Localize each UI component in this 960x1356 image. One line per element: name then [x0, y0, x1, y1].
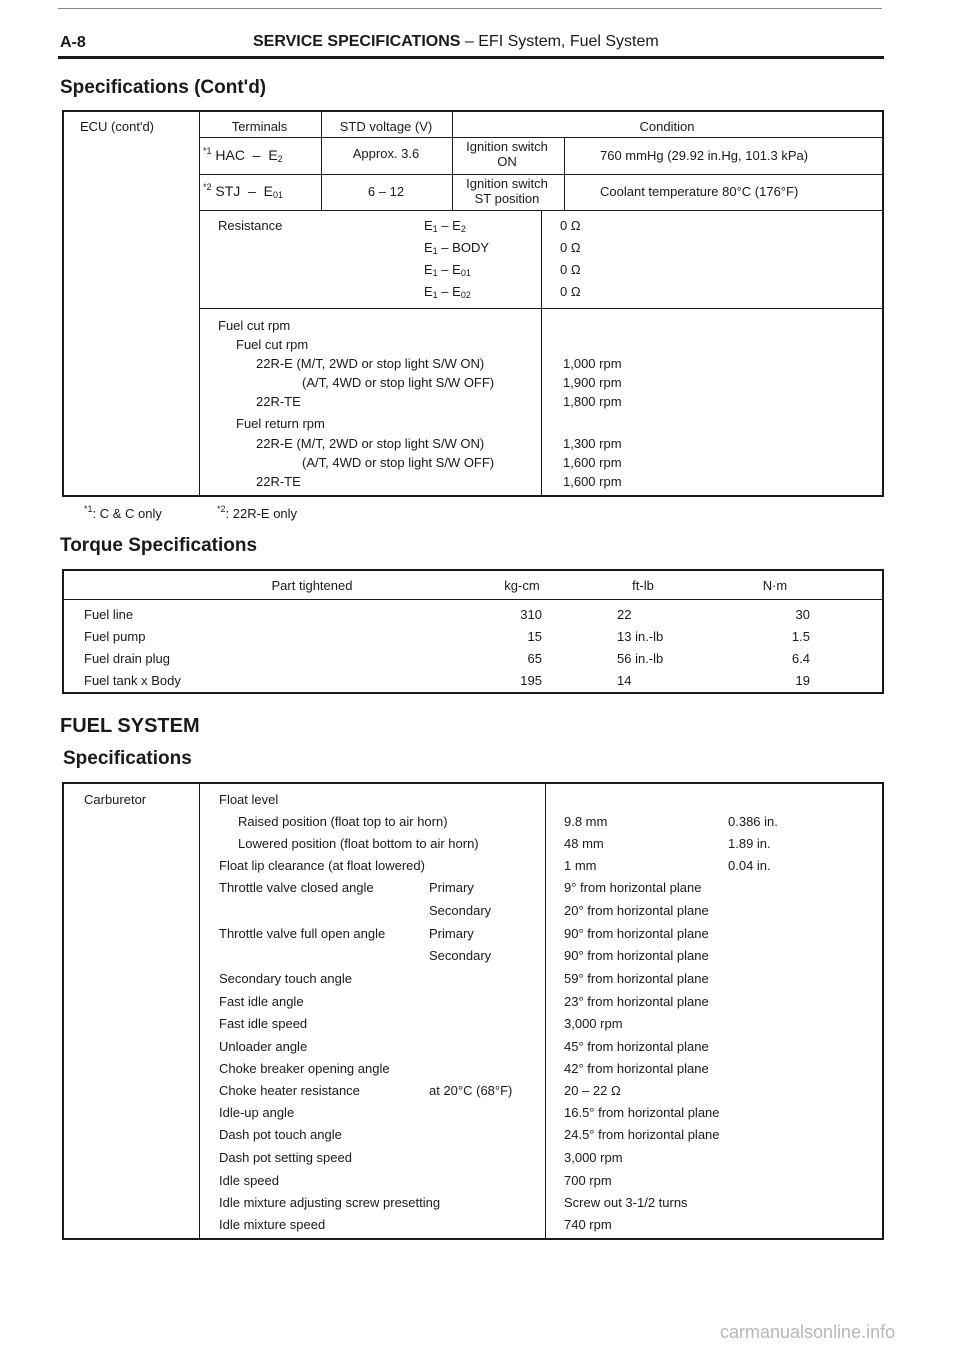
specifications-cont-heading: Specifications (Cont'd): [60, 77, 267, 98]
fuel-cut-r6: 22R-TE: [256, 474, 301, 489]
torque-col-nm: N·m: [762, 578, 788, 593]
carb-col-divider-1: [199, 784, 200, 1238]
torque-nm: 1.5: [791, 629, 810, 644]
fuel-cut-r6-val: 1,600 rpm: [563, 474, 622, 489]
ecu-divider-4: [541, 210, 542, 495]
carb-value: 90° from horizontal plane: [564, 948, 709, 963]
switch-line-1: Ignition switch: [466, 139, 548, 154]
fuel-cut-r3-val: 1,800 rpm: [563, 394, 622, 409]
fuel-cut-sub1: Fuel cut rpm: [236, 337, 309, 352]
carb-mid: Secondary: [429, 948, 492, 963]
fuel-cut-r1-val: 1,000 rpm: [563, 356, 622, 371]
watermark: carmanualsonline.info: [720, 1322, 896, 1342]
torque-kgcm: 65: [527, 651, 542, 666]
carb-value: 42° from horizontal plane: [564, 1061, 709, 1076]
ecu-row-1-voltage: Approx. 3.6: [352, 146, 420, 161]
carb-mid: Secondary: [429, 903, 492, 918]
footnote-mark-1: *1: [203, 146, 212, 156]
col-condition: Condition: [639, 119, 695, 134]
resistance-row: $E_1 - E_{01}$: [424, 262, 471, 278]
terminal-e2: E: [268, 147, 278, 163]
res-b: E: [452, 262, 461, 277]
ecu-row-2-condition: Coolant temperature 80°C (176°F): [600, 184, 799, 199]
carb-mid: Primary: [429, 926, 474, 941]
carb-value: 9° from horizontal plane: [564, 880, 702, 895]
col-std-voltage: STD voltage (V): [339, 119, 433, 134]
res-b-sub: 02: [460, 290, 471, 300]
fuel-cut-r1: 22R-E (M/T, 2WD or stop light S/W ON): [256, 356, 485, 371]
carburetor-label: Carburetor: [84, 792, 147, 807]
res-a-sub: 1: [432, 290, 438, 300]
carb-value: 9.8 mm: [564, 814, 608, 829]
ecu-col-divider: [199, 112, 200, 495]
torque-header-rule: [64, 599, 882, 600]
torque-nm: 30: [795, 607, 810, 622]
carb-value: 700 rpm: [564, 1173, 612, 1188]
ecu-row-1-terminals: $^{*1}$ HAC – $E_2$: [203, 146, 283, 164]
ecu-row-2-switch: [452, 176, 562, 206]
carb-value: 45° from horizontal plane: [564, 1039, 709, 1054]
carb-value: 59° from horizontal plane: [564, 971, 709, 986]
res-b-sub: 2: [460, 224, 466, 234]
footnote-mark-2: *2: [203, 182, 212, 192]
header-rule: [58, 56, 884, 59]
torque-ftlb: 14: [617, 673, 632, 688]
res-b: BODY: [452, 240, 489, 255]
ecu-label: ECU (cont'd): [80, 119, 155, 134]
carb-item: Lowered position (float bottom to air horn): [238, 836, 479, 851]
carb-mid: Primary: [429, 880, 474, 895]
fuel-cut-r5: (A/T, 4WD or stop light S/W OFF): [302, 455, 495, 470]
footnote-2-mark: *2: [217, 504, 226, 514]
torque-col-part: Part tightened: [271, 578, 353, 593]
torque-kgcm: 15: [527, 629, 542, 644]
ecu-row-2-terminals: $^{*2}$ STJ – $E_{01}$: [203, 182, 284, 200]
carb-value: 16.5° from horizontal plane: [564, 1105, 720, 1120]
carb-value-in: 0.04 in.: [728, 858, 771, 873]
carb-item: Throttle valve full open angle: [219, 926, 386, 941]
footnote-1-text: : C & C only: [92, 506, 162, 521]
torque-nm: 19: [795, 673, 810, 688]
res-a: E: [424, 240, 433, 255]
res-b-sub: 01: [460, 268, 471, 278]
carb-item: Dash pot touch angle: [219, 1127, 342, 1142]
carb-value: Screw out 3-1/2 turns: [564, 1195, 688, 1210]
torque-part: Fuel line: [84, 607, 134, 622]
ecu-hrule-1: [199, 137, 882, 138]
torque-ftlb: 13 in.-lb: [617, 629, 664, 644]
carb-value-in: 0.386 in.: [728, 814, 778, 829]
carb-item: Unloader angle: [219, 1039, 308, 1054]
header-title-bold: SERVICE SPECIFICATIONS: [253, 33, 461, 50]
torque-ftlb: 56 in.-lb: [617, 651, 664, 666]
col-terminals: Terminals: [231, 119, 288, 134]
ecu-row-2-voltage: 6 – 12: [367, 184, 405, 199]
carb-item: Dash pot setting speed: [219, 1150, 352, 1165]
fuel-cut-r4-val: 1,300 rpm: [563, 436, 622, 451]
res-b: E: [452, 284, 461, 299]
fuel-cut-r4: 22R-E (M/T, 2WD or stop light S/W ON): [256, 436, 485, 451]
carb-value: 48 mm: [564, 836, 604, 851]
torque-kgcm: 310: [520, 607, 542, 622]
terminal-stj: STJ: [215, 183, 241, 199]
footnote-2: [217, 504, 297, 521]
resistance-value: 0 Ω: [560, 262, 581, 277]
fuel-system-heading: FUEL SYSTEM: [60, 715, 200, 737]
terminal-e2-sub: 2: [277, 154, 283, 164]
ecu-hrule-2: [199, 174, 882, 175]
carb-item: Idle-up angle: [219, 1105, 295, 1120]
resistance-row: $E_1$ – BODY: [424, 240, 489, 256]
footnote-1-mark: *1: [84, 504, 93, 514]
carb-value: 1 mm: [564, 858, 597, 873]
carb-item: Idle mixture speed: [219, 1217, 326, 1232]
fuel-return-sub2: Fuel return rpm: [236, 416, 325, 431]
page-header-title: [253, 33, 659, 51]
torque-ftlb: 22: [617, 607, 632, 622]
switch-line-2: ON: [497, 154, 517, 169]
carb-col-divider-2: [545, 784, 546, 1238]
footnote-1: [84, 504, 162, 521]
fuel-cut-r3: 22R-TE: [256, 394, 301, 409]
torque-part: Fuel drain plug: [84, 651, 170, 666]
carb-value: 90° from horizontal plane: [564, 926, 709, 941]
terminal-hac: HAC: [215, 147, 245, 163]
res-a: E: [424, 262, 433, 277]
resistance-label: Resistance: [218, 218, 283, 233]
carb-item: Float level: [219, 792, 279, 807]
resistance-value: 0 Ω: [560, 240, 581, 255]
carb-item: Idle mixture adjusting screw presetting: [219, 1195, 441, 1210]
ecu-row-1-switch: [452, 139, 562, 169]
carb-item: Choke heater resistance: [219, 1083, 360, 1098]
carb-value: 740 rpm: [564, 1217, 612, 1232]
carb-value: 3,000 rpm: [564, 1150, 623, 1165]
res-b: E: [452, 218, 461, 233]
torque-part: Fuel tank x Body: [84, 673, 181, 688]
torque-part: Fuel pump: [84, 629, 146, 644]
res-a-sub: 1: [432, 246, 438, 256]
torque-col-ftlb: ft-lb: [632, 578, 654, 593]
top-rule: [58, 8, 882, 9]
res-a: E: [424, 218, 433, 233]
resistance-value: 0 Ω: [560, 284, 581, 299]
res-a: E: [424, 284, 433, 299]
resistance-row: $E_1 - E_{02}$: [424, 284, 471, 300]
switch-line-2: ST position: [474, 191, 540, 206]
torque-col-kgcm: kg-cm: [504, 578, 540, 593]
res-a-sub: 1: [432, 224, 438, 234]
carb-item: Secondary touch angle: [219, 971, 352, 986]
carb-value: 3,000 rpm: [564, 1016, 623, 1031]
carb-value-in: 1.89 in.: [728, 836, 771, 851]
carb-item: Raised position (float top to air horn): [238, 814, 448, 829]
carb-item: Throttle valve closed angle: [219, 880, 374, 895]
torque-nm: 6.4: [791, 651, 810, 666]
carb-value: 24.5° from horizontal plane: [564, 1127, 720, 1142]
switch-line-1: Ignition switch: [466, 176, 548, 191]
carb-value: 20 – 22 Ω: [564, 1083, 621, 1098]
fuel-cut-title: Fuel cut rpm: [218, 318, 291, 333]
resistance-value: 0 Ω: [560, 218, 581, 233]
carb-value: 23° from horizontal plane: [564, 994, 709, 1009]
header-title-rest: – EFI System, Fuel System: [460, 33, 659, 50]
footnote-2-text: : 22R-E only: [225, 506, 298, 521]
page-number: A-8: [60, 34, 86, 51]
fuel-cut-r2-val: 1,900 rpm: [563, 375, 622, 390]
torque-kgcm: 195: [520, 673, 542, 688]
ecu-row-1-condition: 760 mmHg (29.92 in.Hg, 101.3 kPa): [600, 148, 809, 163]
resistance-row: $E_1 - E_2$: [424, 218, 466, 234]
res-a-sub: 1: [432, 268, 438, 278]
torque-heading: Torque Specifications: [60, 535, 258, 556]
fuel-cut-r2: (A/T, 4WD or stop light S/W OFF): [302, 375, 495, 390]
terminal-e01-sub: 01: [273, 190, 284, 200]
carb-item: Fast idle speed: [219, 1016, 308, 1031]
ecu-hrule-4: [199, 308, 882, 309]
carb-mid: at 20°C (68°F): [429, 1083, 513, 1098]
fuel-system-subheading: Specifications: [63, 748, 192, 769]
carb-item: Idle speed: [219, 1173, 279, 1188]
carb-item: Float lip clearance (at float lowered): [219, 858, 425, 873]
terminal-e01: E: [263, 183, 273, 199]
carb-item: Fast idle angle: [219, 994, 304, 1009]
fuel-cut-r5-val: 1,600 rpm: [563, 455, 622, 470]
carb-item: Choke breaker opening angle: [219, 1061, 390, 1076]
carb-value: 20° from horizontal plane: [564, 903, 709, 918]
